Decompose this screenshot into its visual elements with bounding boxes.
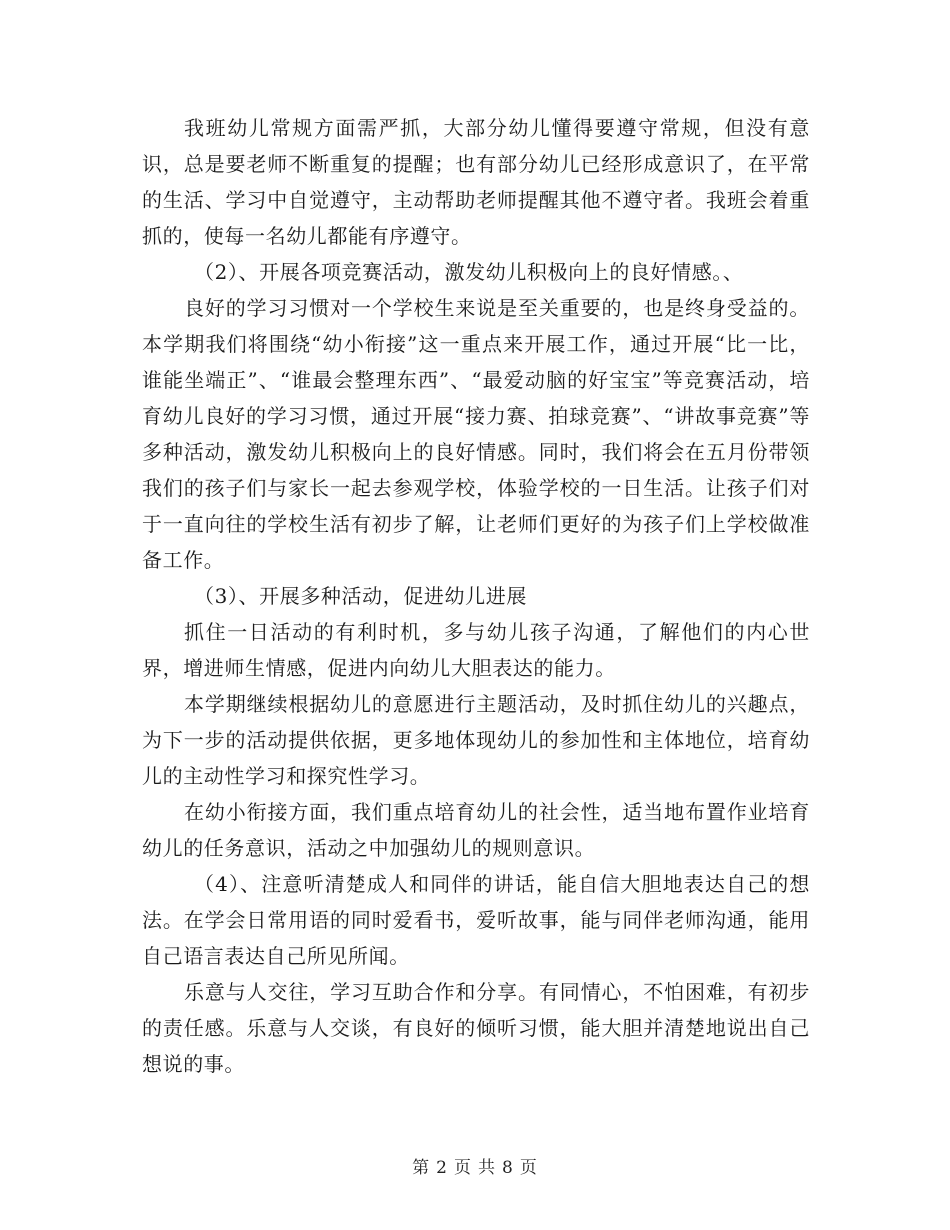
section-heading-3: （3）、开展多种活动，促进幼儿进展 <box>194 584 527 608</box>
paragraph-school-transition: 在幼小衔接方面，我们重点培育幼儿的社会性，适当地布置作业培育幼儿的任务意识，活动之中加强幼儿的规则意识。 <box>142 800 810 860</box>
document-body <box>142 110 810 1082</box>
paragraph-study-habits: 良好的学习习惯对一个学校生来说是至关重要的，也是终身受益的。本学期我们将围绕“幼小衔接”这一重点来开展工作，通过开展“比一比，谁能坐端正”、“谁最会整理东西”、“最爱动脑的好宝宝”等竞赛活动，培育幼儿良好的学习习惯，通过开展“接力赛、拍球竞赛”、“讲故事竞赛”等多种活动，激发幼儿积极向上的良好情感。同时，我们将会在五月份带领我们的孩子们与家长一起去参观学校，体验学校的一日生活。让孩子们对于一直向往的学校生活有初步了解，让老师们更好的为孩子们上学校做准备工作。 <box>142 296 810 572</box>
paragraph-theme-activities: 本学期继续根据幼儿的意愿进行主题活动，及时抓住幼儿的兴趣点，为下一步的活动提供依据，更多地体现幼儿的参加性和主体地位，培育幼儿的主动性学习和探究性学习。 <box>142 692 810 788</box>
footer-prefix: 第 <box>412 1158 431 1178</box>
section-heading-4: （4）、注意听清楚成人和同伴的讲话，能自信大胆地表达自己的想法。在学会日常用语的同时爱看书，爱听故事，能与同伴老师沟通，能用自己语言表达自己所见所闻。 <box>142 872 810 968</box>
section-heading-2: （2）、开展各项竞赛活动，激发幼儿积极向上的良好情感。、 <box>194 260 744 284</box>
footer-page-word: 页 <box>454 1158 472 1178</box>
footer-suffix: 页 <box>519 1158 538 1178</box>
paragraph-daily-activities: 抓住一日活动的有利时机，多与幼儿孩子沟通，了解他们的内心世界，增进师生情感，促进内向幼儿大胆表达的能力。 <box>142 620 810 680</box>
paragraph-routine-rules: 我班幼儿常规方面需严抓，大部分幼儿懂得要遵守常规，但没有意识，总是要老师不断重复的提醒；也有部分幼儿已经形成意识了，在平常的生活、学习中自觉遵守，主动帮助老师提醒其他不遵守者。我班会着重抓的，使每一名幼儿都能有序遵守。 <box>142 116 810 248</box>
footer-total-pages: 8 <box>502 1158 514 1178</box>
paragraph-social-skills: 乐意与人交往，学习互助合作和分享。有同情心，不怕困难，有初步的责任感。乐意与人交谈，有良好的倾听习惯，能大胆并清楚地说出自己想说的事。 <box>142 980 810 1076</box>
footer-current-page: 2 <box>436 1158 448 1178</box>
page-number-footer <box>0 1153 950 1178</box>
footer-total-word: 共 <box>478 1158 496 1178</box>
